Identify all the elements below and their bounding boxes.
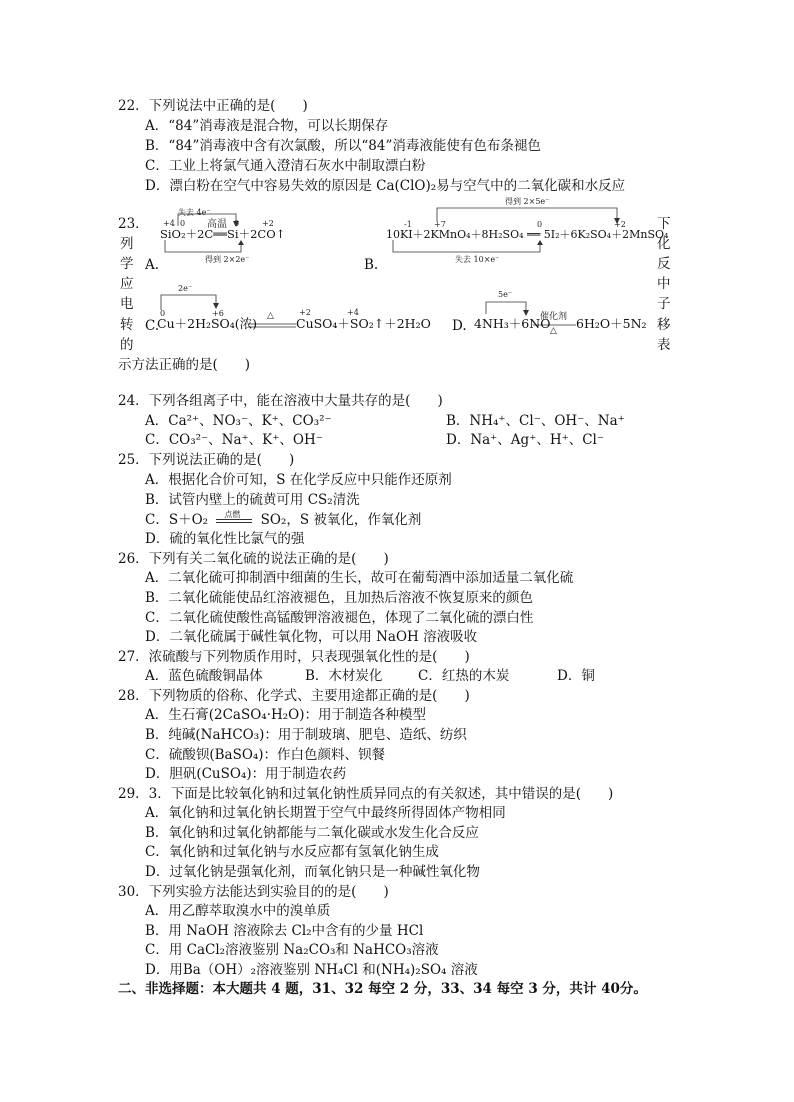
q25-option-b: B．试管内壁上的硫黄可用 CS₂清洗	[145, 492, 360, 508]
q28-option-a: A．生石膏(2CaSO₄·H₂O)：用于制造各种模型	[145, 707, 427, 723]
q26-option-c: C．二氧化硫使酸性高锰酸钾溶液褪色，体现了二氧化硫的漂白性	[145, 610, 534, 626]
q24-option-c: C．CO₃²⁻、Na⁺、K⁺、OH⁻	[145, 432, 323, 448]
option-letter: D.	[452, 318, 467, 334]
q27-option-a: A．蓝色硫酸铜晶体	[145, 668, 263, 684]
option-letter: C.	[145, 318, 160, 334]
q26-option-b: B．二氧化硫能使品红溶液褪色，且加热后溶液不恢复原来的颜色	[145, 590, 533, 606]
oxidation-state: 0	[180, 219, 186, 228]
q22-option-d: D．漂白粉在空气中容易失效的原因是 Ca(ClO)₂易与空气中的二氧化碳和水反应	[145, 178, 626, 194]
q29-option-d: D．过氧化钠是强氧化剂，而氧化钠只是一种碱性氧化物	[145, 864, 480, 880]
electron-transfer-note: 得到 2×2e⁻	[205, 255, 250, 264]
q23-stem-char: 转	[120, 317, 134, 333]
q27-stem: 27．浓硫酸与下列物质作用时，只表现强氧化性的是( )	[118, 649, 470, 665]
electron-transfer-note: 失去 4e⁻	[178, 208, 211, 217]
q23-stem-char: 学	[120, 256, 134, 272]
q24-option-b: B．NH₄⁺、Cl⁻、OH⁻、Na⁺	[446, 413, 625, 429]
chemical-equation-products: 6H₂O＋5N₂	[576, 316, 647, 331]
equation-products: SO₂，S 被氧化，作氧化剂	[260, 512, 422, 528]
q25-option-a: A．根据化合价可知，S 在化学反应中只能作还原剂	[145, 472, 452, 488]
reaction-condition: △	[550, 326, 557, 336]
q25-option-d: D．硫的氧化性比氯气的强	[145, 531, 305, 547]
q23-stem-char: 化	[657, 236, 671, 252]
q23-stem-char: 下	[657, 216, 671, 232]
chemical-equation-products: CuSO₄＋SO₂↑＋2H₂O	[296, 316, 431, 331]
q27-option-c: C．红热的木炭	[418, 668, 510, 684]
reaction-condition	[212, 511, 256, 529]
oxidation-state: 0	[160, 309, 166, 318]
q22-stem: 22．下列说法中正确的是( )	[118, 98, 308, 114]
q26-option-a: A．二氧化硫可抑制酒中细菌的生长，故可在葡萄酒中添加适量二氧化硫	[145, 570, 574, 586]
chemical-equation-reactants: Cu＋2H₂SO₄(浓)	[157, 316, 258, 331]
q28-option-c: C．硫酸钡(BaSO₄)：作白色颜料、钡餐	[145, 747, 386, 763]
q28-option-b: B．纯碱(NaHCO₃)：用于制玻璃、肥皂、造纸、纺织	[145, 727, 467, 743]
oxidation-state: +2	[614, 220, 626, 229]
q27-option-b: B．木材炭化	[305, 668, 383, 684]
q23-stem-char: 表	[657, 337, 671, 353]
reaction-condition: 催化剂	[540, 312, 568, 322]
q23-stem-char: 移	[657, 317, 671, 333]
oxidation-state: +2	[299, 308, 311, 317]
q25-option-c	[145, 511, 421, 529]
reaction-condition: △	[267, 311, 274, 321]
section-heading: 二、非选择题：本大题共 4 题，31、32 每空 2 分，33、34 每空 3 分，共计 40分。	[118, 981, 647, 997]
q29-option-a: A．氧化钠和过氧化钠长期置于空气中最终所得固体产物相同	[145, 805, 506, 821]
q23-stem-char: 中	[657, 276, 671, 292]
q26-option-d: D．二氧化硫属于碱性氧化物，可以用 NaOH 溶液吸收	[145, 629, 478, 645]
q23-stem-char: 反	[657, 256, 671, 272]
q30-option-c: C．用 CaCl₂溶液鉴别 Na₂CO₃和 NaHCO₃溶液	[145, 942, 439, 958]
reaction-condition: 高温	[207, 219, 227, 230]
q27-option-d: D．铜	[557, 668, 595, 684]
oxidation-state: +2	[262, 219, 274, 228]
option-letter: A.	[145, 257, 160, 273]
q30-stem: 30．下列实验方法能达到实验目的的是( )	[118, 884, 389, 900]
chemical-equation-reactants: 4NH₃＋6NO	[474, 316, 551, 331]
oxidation-state: 0	[537, 220, 543, 229]
q30-option-d: D．用Ba（OH）₂溶液鉴别 NH₄Cl 和(NH₄)₂SO₄ 溶液	[145, 962, 478, 978]
electron-transfer-note: 失去 10×e⁻	[455, 255, 500, 264]
electron-transfer-note: 得到 2×5e⁻	[505, 197, 550, 206]
oxidation-state: -1	[404, 220, 412, 229]
q23-stem-tail: 示方法正确的是( )	[118, 357, 251, 373]
q23-stem-char: 应	[120, 276, 134, 292]
q23-stem-char: 的	[120, 337, 134, 353]
q28-option-d: D．胆矾(CuSO₄)：用于制造农药	[145, 766, 347, 782]
oxidation-state: 0	[234, 219, 240, 228]
q22-option-b: B．“84”消毒液中含有次氯酸，所以“84”消毒液能使有色布条褪色	[145, 138, 541, 154]
equation-reactants: C．S＋O₂	[145, 512, 209, 528]
electron-transfer-bracket	[0, 0, 1, 1]
q24-option-a: A．Ca²⁺、NO₃⁻、K⁺、CO₃²⁻	[145, 413, 332, 429]
condition-label: 点燃	[224, 510, 241, 519]
q29-stem: 29．3．下面是比较氧化钠和过氧化钠性质异同点的有关叙述，其中错误的是( )	[118, 786, 614, 802]
q24-option-d: D．Na⁺、Ag⁺、H⁺、Cl⁻	[446, 432, 604, 448]
option-letter: B.	[364, 257, 379, 273]
q26-stem: 26．下列有关二氧化硫的说法正确的是( )	[118, 551, 389, 567]
q24-stem: 24．下列各组离子中，能在溶液中大量共存的是( )	[118, 393, 443, 409]
oxidation-state: +6	[212, 309, 224, 318]
q30-option-b: B．用 NaOH 溶液除去 Cl₂中含有的少量 HCl	[145, 923, 424, 939]
electron-transfer-note: 2e⁻	[178, 284, 193, 293]
q30-option-a: A．用乙醇萃取溴水中的溴单质	[145, 903, 331, 919]
oxidation-state: +7	[434, 220, 446, 229]
q23-stem-char: 电	[120, 296, 134, 312]
chemical-equation: 10KI＋2KMnO₄＋8H₂SO₄ ══ 5I₂＋6K₂SO₄＋2MnSO₄	[386, 228, 669, 241]
q22-option-c: C．工业上将氯气通入澄清石灰水中制取漂白粉	[145, 158, 426, 174]
q25-stem: 25．下列说法正确的是( )	[118, 452, 295, 468]
q23-stem-char: 列	[120, 236, 134, 252]
q29-option-c: C．氧化钠和过氧化钠与水反应都有氢氧化钠生成	[145, 844, 439, 860]
electron-transfer-note: 5e⁻	[498, 290, 513, 299]
q29-option-b: B．氧化钠和过氧化钠都能与二氧化碳或水发生化合反应	[145, 825, 479, 841]
q28-stem: 28．下列物质的俗称、化学式、主要用途都正确的是( )	[118, 688, 470, 704]
oxidation-state: +4	[347, 308, 359, 317]
q23-stem-char: 子	[657, 296, 671, 312]
oxidation-state: +4	[163, 219, 175, 228]
q23-number: 23．	[118, 216, 149, 232]
q22-option-a: A．“84”消毒液是混合物，可以长期保存	[145, 118, 389, 134]
chemical-equation: SiO₂＋2C══Si＋2CO↑	[160, 227, 286, 241]
